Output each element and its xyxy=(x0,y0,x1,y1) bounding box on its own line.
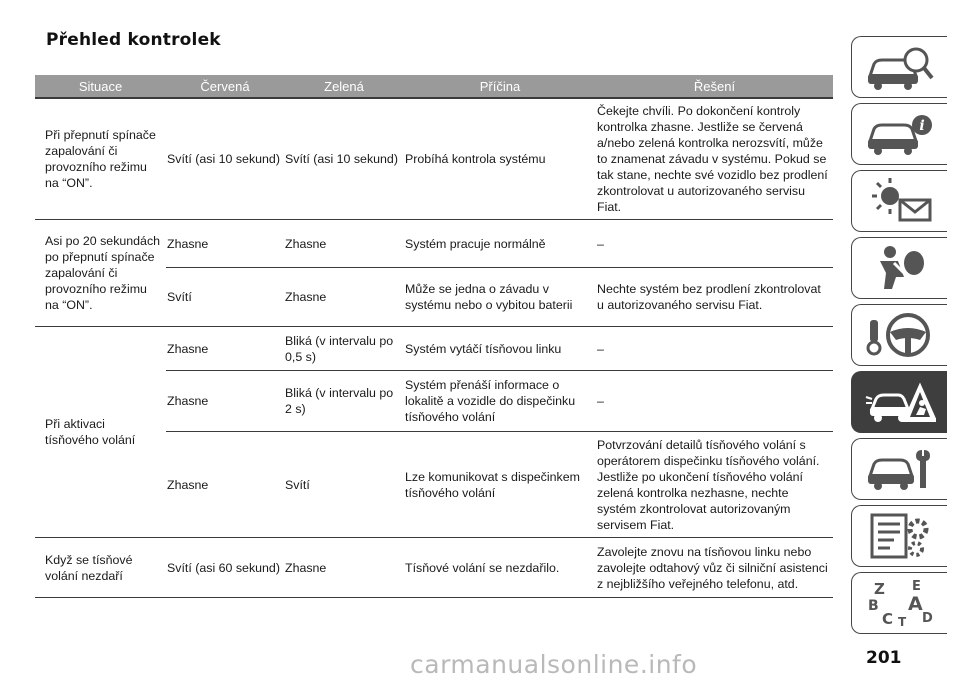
situation-cell: Při aktivaci tísňového volání xyxy=(35,327,166,538)
index-letter: A xyxy=(907,593,923,615)
header-green: Zelená xyxy=(284,75,404,98)
chapter-tab-index[interactable] xyxy=(851,572,947,634)
header-red: Červená xyxy=(166,75,284,98)
situation-cell: Když se tísňové volání nezdaří xyxy=(35,538,166,598)
car-maintenance-icon xyxy=(864,444,936,494)
chapter-tab-safety[interactable] xyxy=(851,237,947,299)
red-cell: Svítí (asi 60 sekund) xyxy=(166,538,284,598)
car-search-icon xyxy=(864,42,936,92)
steering-key-icon xyxy=(864,310,936,360)
table-header-row xyxy=(35,75,833,98)
green-cell: Bliká (v intervalu po 0,5 s) xyxy=(284,327,404,371)
solution-cell: Potvrzování detailů tísňového volání s operátorem dispečinku tísňového volání. Jestliže po ukončení tísňového volání zelená kontrolka nezhasne, nechte systém zkontrolovat autorizovaným servisem Fiat. xyxy=(596,432,833,538)
index-letter: T xyxy=(897,615,906,628)
chapter-tab-maintenance[interactable] xyxy=(851,438,947,500)
car-emergency-icon xyxy=(864,377,936,427)
index-letter: E xyxy=(911,579,921,594)
cause-cell: Lze komunikovat s dispečinkem tísňového volání xyxy=(404,432,596,538)
solution-cell: – xyxy=(596,371,833,432)
solution-cell: Nechte systém bez prodlení zkontrolovat u autorizovaného servisu Fiat. xyxy=(596,268,833,327)
chapter-tab-warning-lights[interactable] xyxy=(851,170,947,232)
specifications-icon xyxy=(864,511,936,561)
solution-cell: Čekejte chvíli. Po dokončení kontroly kontrolka zhasne. Jestliže se červená a/nebo zelená kontrolka nerozsvítí, může to znamenat závadu v systému. Pokud se tak stane, nechte své vozidlo bez prodlení zkontrolovat u autorizovaného servisu Fiat. xyxy=(596,98,833,220)
cause-cell: Systém pracuje normálně xyxy=(404,220,596,268)
index-letter: Z xyxy=(873,580,885,598)
situation-cell: Asi po 20 sekundách po přepnutí spínače zapalování či provozního režimu na “ON”. xyxy=(35,220,166,327)
chapter-tab-starting-driving[interactable] xyxy=(851,304,947,366)
page-title: Přehled kontrolek xyxy=(46,30,221,50)
index-letter: D xyxy=(921,611,933,626)
green-cell: Zhasne xyxy=(284,220,404,268)
alphabetical-index-icon xyxy=(864,578,936,628)
cause-cell: Probíhá kontrola systému xyxy=(404,98,596,220)
green-cell: Zhasne xyxy=(284,538,404,598)
warning-lights-icon xyxy=(864,176,936,226)
page-number: 201 xyxy=(866,648,902,668)
red-cell: Zhasne xyxy=(166,432,284,538)
green-cell: Zhasne xyxy=(284,268,404,327)
solution-cell: Zavolejte znovu na tísňovou linku nebo zavolejte odtahový vůz či silniční asistenci z nejbližšího veřejného telefonu, atd. xyxy=(596,538,833,598)
cause-cell: Systém vytáčí tísňovou linku xyxy=(404,327,596,371)
chapter-tab-dashboard[interactable] xyxy=(851,36,947,98)
green-cell: Svítí (asi 10 sekund) xyxy=(284,98,404,220)
red-cell: Zhasne xyxy=(166,220,284,268)
solution-cell: – xyxy=(596,220,833,268)
header-situation: Situace xyxy=(35,75,166,98)
solution-cell: – xyxy=(596,327,833,371)
index-letter: C xyxy=(881,610,893,628)
red-cell: Svítí (asi 10 sekund) xyxy=(166,98,284,220)
indicator-table xyxy=(35,75,833,598)
cause-cell: Systém přenáší informace o lokalitě a vozidle do dispečinku tísňového volání xyxy=(404,371,596,432)
table-row xyxy=(35,98,833,220)
airbag-safety-icon xyxy=(864,243,936,293)
green-cell: Svítí xyxy=(284,432,404,538)
cause-cell: Může se jedna o závadu v systému nebo o vybitou baterii xyxy=(404,268,596,327)
green-cell: Bliká (v intervalu po 2 s) xyxy=(284,371,404,432)
car-info-icon xyxy=(864,109,936,159)
situation-cell: Při přepnutí spínače zapalování či provozního režimu na “ON”. xyxy=(35,98,166,220)
svg-text:i: i xyxy=(918,118,925,134)
table-row xyxy=(35,327,833,371)
red-cell: Zhasne xyxy=(166,371,284,432)
cause-cell: Tísňové volání se nezdařilo. xyxy=(404,538,596,598)
chapter-tab-specifications[interactable] xyxy=(851,505,947,567)
index-letter: B xyxy=(867,598,879,614)
chapter-tab-car-info[interactable] xyxy=(851,103,947,165)
header-solution: Řešení xyxy=(596,75,833,98)
header-cause: Příčina xyxy=(404,75,596,98)
chapter-sidebar xyxy=(851,36,949,639)
red-cell: Svítí xyxy=(166,268,284,327)
table-row xyxy=(35,538,833,598)
red-cell: Zhasne xyxy=(166,327,284,371)
table-row xyxy=(35,220,833,268)
chapter-tab-emergency[interactable] xyxy=(851,371,947,433)
watermark: carmanualsonline.info xyxy=(410,650,698,679)
